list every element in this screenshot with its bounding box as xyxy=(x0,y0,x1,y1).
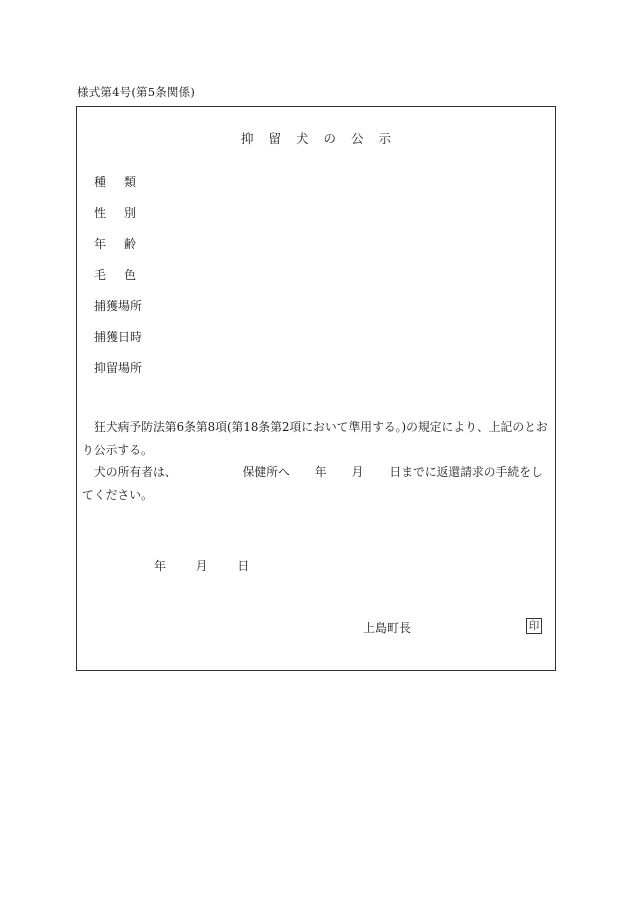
field-label-sex: 性別 xyxy=(94,206,155,220)
field-label-capture-datetime: 捕獲日時 xyxy=(94,330,143,344)
notice-frame xyxy=(76,106,556,671)
notice-title: 抑留犬の公示 xyxy=(240,131,406,146)
field-row-capture-datetime xyxy=(94,329,147,360)
date-month: 月 xyxy=(195,559,208,573)
field-label-capture-location: 捕獲場所 xyxy=(94,299,143,313)
field-label-coat-color: 毛色 xyxy=(94,268,155,282)
seal-mark: 印 xyxy=(526,618,542,634)
field-row-type xyxy=(94,174,155,205)
field-label-detention-location: 抑留場所 xyxy=(94,361,143,375)
notice-paragraph-legal-basis: 狂犬病予防法第6条第8項(第18条第2項において準用する。)の規定により、上記のとおり公示する。 xyxy=(82,420,548,457)
deadline-month-text: 月 xyxy=(351,465,364,479)
notice-paragraph-owner-instructions xyxy=(82,461,552,506)
health-center-text: 保健所へ xyxy=(242,465,290,479)
field-row-age xyxy=(94,236,155,267)
signature-title: 上島町長 xyxy=(363,621,412,635)
deadline-year-text: 年 xyxy=(314,465,327,479)
notice-body xyxy=(82,416,552,506)
field-list xyxy=(94,174,155,391)
owner-instructions-tail: 日までに返還請求の手続をしてください。 xyxy=(82,465,543,502)
field-row-sex xyxy=(94,205,155,236)
date-day: 日 xyxy=(237,559,250,573)
field-label-type: 種類 xyxy=(94,175,155,189)
notice-date xyxy=(154,557,249,574)
owner-instructions-lead: 犬の所有者は、 xyxy=(94,465,177,479)
field-label-age: 年齢 xyxy=(94,237,155,251)
field-row-capture-location xyxy=(94,298,147,329)
date-year: 年 xyxy=(154,559,167,573)
form-number: 様式第4号(第5条関係) xyxy=(77,85,196,99)
field-row-coat-color xyxy=(94,267,155,298)
field-row-detention-location xyxy=(94,360,147,391)
